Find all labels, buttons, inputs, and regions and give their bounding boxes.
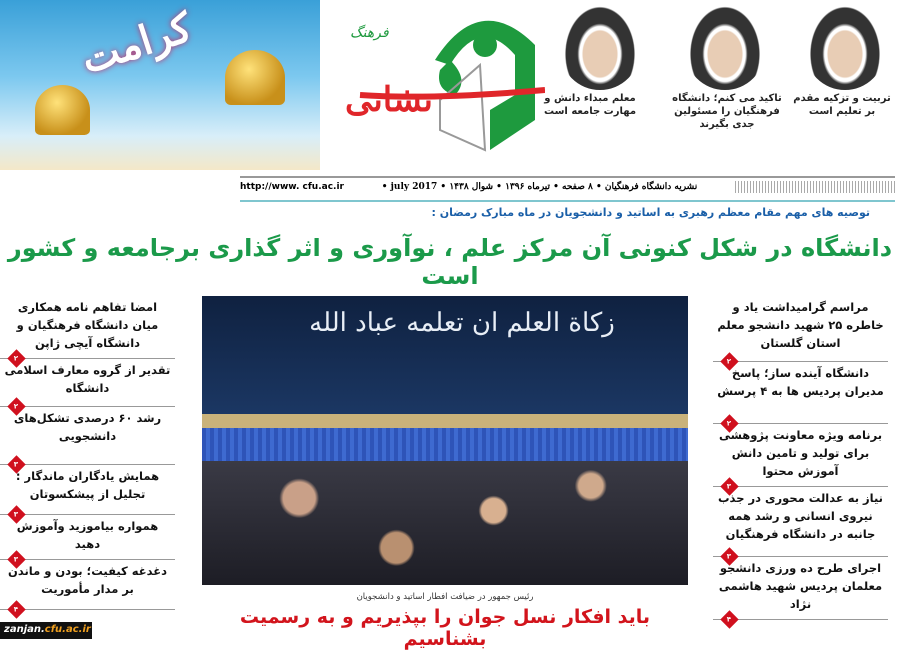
page-number: ۳ (14, 555, 19, 564)
page-number: ۳ (14, 510, 19, 519)
banner-calligraphy: کرامت (75, 3, 198, 84)
dateline-bar (240, 176, 895, 194)
page-number: ۲ (14, 354, 19, 363)
news-item-title: دغدغه کیفیت؛ بودن و ماندن بر مدار مأموریت (8, 564, 167, 596)
news-item[interactable] (0, 359, 175, 411)
page-number: ۳ (727, 482, 732, 491)
portrait-3 (560, 0, 640, 90)
quote-3: معلم مبداء دانش و مهارت جامعه است (543, 93, 637, 117)
quote-1: تربیت و تزکیه مقدم بر تعلیم است (793, 93, 891, 117)
news-item-title: همواره بیاموزید وآموزش دهید (16, 519, 159, 551)
photo-caption: رئیس جمهور در ضیافت افطار اساتید و دانشجویان (356, 592, 534, 602)
news-item[interactable] (0, 296, 175, 363)
logo-title: نشانی (345, 80, 433, 120)
site-watermark (0, 622, 92, 639)
decorative-hatch (735, 181, 895, 193)
news-item[interactable] (713, 424, 888, 491)
page-number: ۴ (14, 605, 19, 614)
news-item[interactable] (713, 296, 888, 366)
news-item-title: تقدیر از گروه معارف اسلامی دانشگاه (4, 363, 171, 395)
headline-kicker: توصیه های مهم مقام معظم رهبری به اساتید و دانشجویان در ماه مبارک رمضان : (431, 206, 870, 219)
news-item[interactable] (713, 362, 888, 428)
left-news-column (0, 296, 175, 614)
divider (240, 200, 895, 202)
portrait-2 (685, 0, 765, 90)
page-number: ۳ (727, 552, 732, 561)
logo-subtitle: فرهنگ (350, 25, 389, 41)
news-item[interactable] (713, 487, 888, 561)
news-item[interactable] (0, 465, 175, 519)
news-item-title: رشد ۶۰ درصدی تشکل‌های دانشجویی (13, 411, 162, 443)
news-item-title: نیاز به عدالت محوری در جذب نیروی انسانی و رشد همه جانبه در دانشگاه فرهنگیان (718, 491, 883, 541)
page-number: ۲ (727, 419, 732, 428)
news-item[interactable] (0, 407, 175, 469)
newspaper-logo[interactable] (340, 0, 545, 165)
watermark-domain: zanjan. (4, 624, 45, 635)
issue-info: نشریه دانشگاه فرهنگیان • ۸ صفحه • تیرماه ۱۳۹۶ • شوال ۱۴۳۸ • july 2017 • (381, 182, 698, 192)
news-item-title: مراسم گرامیداشت یاد و خاطره ۲۵ شهید دانشجو معلم استان گلستان (717, 300, 884, 350)
news-item-title: اجرای طرح ده ورزی دانشجو معلمان پردیس شهید هاشمی نژاد (718, 561, 883, 611)
page-number: ۳ (14, 460, 19, 469)
page-number-badge (720, 610, 738, 628)
news-item-title: برنامه ویژه معاونت پژوهشی برای تولید و تامین دانش آموزش محتوا (718, 428, 883, 478)
news-item-title: دانشگاه آینده ساز؛ پاسخ مدیران پردیس ها به ۴ پرسش (717, 366, 884, 398)
portrait-1 (805, 0, 885, 90)
news-item[interactable] (0, 560, 175, 614)
main-photo[interactable] (202, 296, 688, 585)
right-news-column (713, 296, 888, 624)
photo-calligraphy: زکاة العلم ان تعلمه عباد الله (309, 308, 615, 338)
page-number: ۲ (14, 402, 19, 411)
secondary-headline[interactable]: باید افکار نسل جوان را بپذیریم و به رسمیت بشناسیم (239, 606, 651, 650)
news-item-title: همایش یادگاران ماندگار : تجلیل از پیشکسوتان (15, 469, 160, 501)
page-number-badge (7, 600, 25, 618)
news-item[interactable] (713, 557, 888, 624)
watermark-suffix: cfu.ac.ir (44, 624, 91, 635)
quote-2: تاکید می کنم؛ دانشگاه فرهنگیان را مسئولین جدی بگیرند (672, 93, 782, 130)
news-item-title: امضا تفاهم نامه همکاری میان دانشگاه فرهنگیان و دانشگاه آیچی ژاپن (16, 300, 159, 350)
page-number: ۴ (727, 615, 732, 624)
page-number: ۲ (727, 357, 732, 366)
crowd (202, 461, 688, 585)
website-url[interactable]: http://www. cfu.ac.ir (240, 182, 344, 192)
shrine-banner-image (0, 0, 320, 170)
main-headline[interactable]: دانشگاه در شکل کنونی آن مرکز علم ، نوآوری و اثر گذاری برجامعه و کشور است (7, 234, 893, 290)
news-item[interactable] (0, 515, 175, 564)
